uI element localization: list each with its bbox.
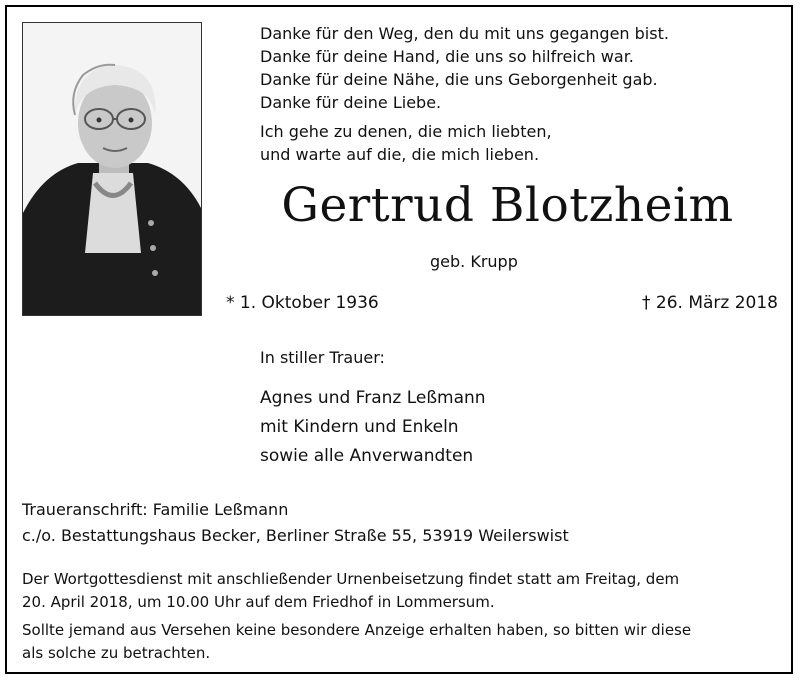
notice-line: als solche zu betrachten.: [22, 644, 211, 662]
mourners-list: [260, 384, 486, 471]
notice-line: 20. April 2018, um 10.00 Uhr auf dem Friedhof in Lommersum.: [22, 593, 495, 611]
notice-line: Der Wortgottesdienst mit anschließender Urnenbeisetzung findet statt am Freitag, dem: [22, 570, 680, 588]
poem-line: Danke für deine Liebe.: [260, 93, 442, 112]
no-notice-paragraph: [22, 619, 782, 665]
service-paragraph: [22, 568, 782, 614]
mourning-heading: In stiller Trauer:: [260, 348, 385, 367]
mourner-line: mit Kindern und Enkeln: [260, 417, 459, 437]
address-line-2: c./o. Bestattungshaus Becker, Berliner Straße 55, 53919 Weilerswist: [22, 526, 569, 545]
poem-stanza-1: [260, 22, 730, 114]
poem: [260, 22, 730, 166]
portrait-photo: [22, 22, 202, 316]
birth-date: * 1. Oktober 1936: [226, 293, 379, 313]
notice-line: Sollte jemand aus Versehen keine besondere Anzeige erhalten haben, so bitten wir diese: [22, 621, 692, 639]
poem-line: Danke für deine Hand, die uns so hilfreich war.: [260, 47, 634, 66]
mourner-line: Agnes und Franz Leßmann: [260, 388, 486, 408]
service-notice: [22, 568, 782, 665]
mourning-address: [22, 497, 569, 549]
mourner-line: sowie alle Anverwandten: [260, 446, 474, 466]
poem-line: Ich gehe zu denen, die mich liebten,: [260, 122, 552, 141]
poem-line: und warte auf die, die mich lieben.: [260, 145, 540, 164]
maiden-name: geb. Krupp: [430, 252, 518, 271]
poem-stanza-2: [260, 120, 730, 166]
death-date: † 26. März 2018: [641, 293, 778, 313]
deceased-name: Gertrud Blotzheim: [281, 178, 734, 233]
poem-line: Danke für den Weg, den du mit uns gegangen bist.: [260, 24, 669, 43]
poem-line: Danke für deine Nähe, die uns Geborgenheit gab.: [260, 70, 658, 89]
address-line-1: Traueranschrift: Familie Leßmann: [22, 500, 289, 519]
